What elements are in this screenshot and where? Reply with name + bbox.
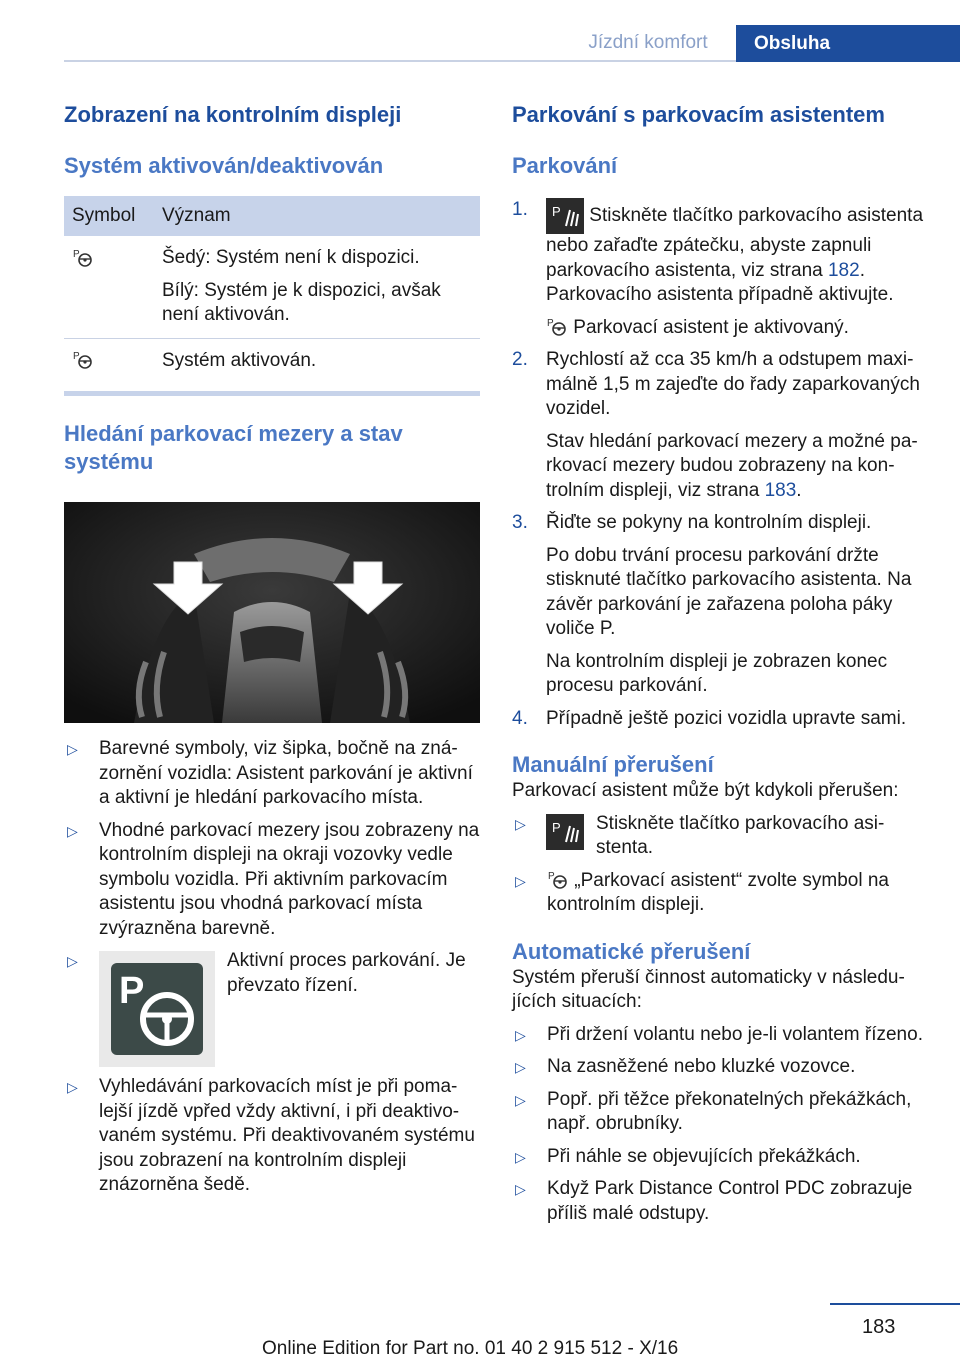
page-number: 183 — [862, 1316, 896, 1338]
parking-assist-active-icon — [546, 316, 568, 338]
meaning-white: Bílý: Systém je k dispozici, avšak není aktivován. — [162, 279, 441, 325]
paragraph: Parkovací asistent může být kdykoli přerušen: — [512, 780, 899, 801]
triangle-bullet-icon: ▷ — [67, 1079, 78, 1095]
list-item: ▷ Popř. při těžce překonatelných překážkách, např. obrubníky. — [515, 1088, 912, 1134]
steps-list — [512, 198, 928, 731]
parking-assist-active-icon — [72, 349, 94, 371]
subsection-title: Systém aktivován/deaktivován — [64, 153, 384, 178]
page-link[interactable]: 183 — [764, 479, 797, 501]
svg-text:P: P — [552, 204, 561, 219]
svg-text:P: P — [119, 970, 145, 1012]
list-item: 2. Rychlostí až cca 35 km/h a odstupem maximálně 1,5 m zajeďte do řady zaparkovaných vozidel. Stav hledání parkovací mezery a možné parkovací mezery budou zobrazeny na kontrolním displeji, viz strana 183. — [512, 349, 920, 501]
section-title: Zobrazení na kontrolním displeji — [64, 102, 402, 127]
triangle-bullet-icon: ▷ — [67, 953, 78, 969]
header-section-label: Jízdní komfort — [588, 32, 708, 53]
manual-list — [512, 812, 928, 918]
list-item: 1. P Stiskněte tlačítko parkovacího asistenta nebo zařaďte zpátečku, abyste zapnuli parkovacího asistenta, viz strana 182. Parkovacího asistenta případně aktivujte. P Parkovací asistent je aktivovaný. — [512, 198, 928, 340]
parking-assist-button-icon — [546, 198, 584, 234]
meaning-grey: Šedý: Systém není k dispozici. — [162, 247, 420, 268]
step-note: P Parkovací asistent je aktivovaný. — [547, 316, 849, 338]
triangle-bullet-icon: ▷ — [515, 1091, 526, 1108]
list-item: ▷ Na zasněžené nebo kluzké vozovce. — [512, 1055, 928, 1080]
table-cell-symbol — [64, 338, 154, 383]
list-item: 4. Případně ještě pozici vozidla upravte sami. — [512, 707, 907, 729]
svg-text:P: P — [73, 248, 80, 260]
list-item: ▷ P Stiskněte tlačítko parkovacího asistenta. — [515, 812, 885, 858]
subsection-title: Parkování — [512, 153, 618, 178]
paragraph: Systém přeruší činnost automaticky v následujících situacích: — [512, 966, 905, 1012]
triangle-bullet-icon: ▷ — [67, 822, 78, 839]
table-cell-meaning: Systém aktivován. — [162, 349, 317, 371]
section-title: Parkování s parkovacím asistentem — [512, 102, 885, 127]
table-cell-symbol — [64, 236, 154, 338]
triangle-bullet-icon: ▷ — [515, 815, 526, 832]
status-list — [64, 737, 480, 1198]
list-item: ▷ Vhodné parkovací mezery jsou zobrazeny na kontrolním displeji na okraji vozovky vedle symbolu vozidla. Při aktivním parkovacím asistentu jsou vhodná parkovací místa zvýrazněna barevně. — [67, 819, 480, 939]
list-item: ▷ Při držení volantu nebo je-li volantem řízeno. — [512, 1023, 928, 1048]
parking-assist-icon — [72, 247, 94, 269]
page-link[interactable]: 182 — [827, 259, 860, 281]
svg-text:P: P — [547, 318, 554, 330]
table-row — [64, 236, 480, 338]
table-header-symbol: Symbol — [64, 196, 154, 236]
header-chapter-tab: Obsluha — [736, 25, 960, 62]
parking-active-steering-icon — [99, 951, 215, 1067]
svg-text:P: P — [552, 819, 561, 835]
left-column — [64, 100, 480, 1206]
triangle-bullet-icon: ▷ — [515, 872, 526, 889]
right-column — [512, 100, 928, 1234]
parking-assist-active-icon — [547, 869, 569, 891]
subsection-title: Automatické přerušení — [512, 938, 751, 964]
table-cell-meaning — [154, 236, 480, 338]
parking-assist-button-icon — [546, 814, 584, 850]
table-header-meaning: Význam — [154, 196, 480, 236]
footer-rule — [830, 1303, 960, 1305]
auto-list — [512, 1023, 928, 1227]
list-item: ▷ Barevné symboly, viz šipka, bočně na znázornění vozidla: Asistent parkování je aktivní a aktivní je hledání parkovacího místa. — [67, 738, 473, 808]
triangle-bullet-icon: ▷ — [515, 1059, 526, 1075]
list-item: ▷ Při náhle se objevujících překážkách. — [512, 1145, 928, 1170]
list-item: ▷ P „Parkovací asistent“ zvolte symbol na kontrolním displeji. — [515, 869, 889, 915]
subsection-title: Hledání parkovací mezery a stav systému — [64, 421, 403, 474]
list-item: ▷ P Aktivní proces parkování. Je převzato řízení. — [64, 949, 480, 1067]
triangle-bullet-icon: ▷ — [67, 741, 78, 757]
triangle-bullet-icon: ▷ — [515, 1026, 526, 1043]
list-item: ▷ Když Park Distance Control PDC zobrazuje příliš malé odstupy. — [515, 1178, 913, 1224]
triangle-bullet-icon: ▷ — [515, 1181, 526, 1197]
edition-text: Online Edition for Part no. 01 40 2 915 512 - X/16 — [262, 1338, 679, 1359]
svg-text:P: P — [548, 871, 555, 883]
symbol-table — [64, 196, 480, 383]
list-item: 3. Řiďte se pokyny na kontrolním displeji. Po dobu trvání procesu parkování držte stisknuté tlačítko parkovacího asistenta. Na závěr parkování je zařazena poloha páky voliče P. Na kontrolním displeji je zobrazen konec procesu parkování. — [512, 512, 912, 696]
subsection-title: Manuální přerušení — [512, 752, 714, 777]
table-row — [64, 338, 480, 383]
list-item: ▷ Vyhledávání parkovacích míst je při pomalejší jízdě vpřed vždy aktivní, i při deaktivovaném systému. Při deaktivovaném systému jsou zobrazení na kontrolním displeji znázorněna šedě. — [67, 1076, 475, 1195]
svg-text:P: P — [73, 351, 80, 363]
triangle-bullet-icon: ▷ — [515, 1148, 526, 1165]
parking-display-illustration — [64, 502, 480, 723]
table-bottom-rule — [64, 391, 480, 396]
